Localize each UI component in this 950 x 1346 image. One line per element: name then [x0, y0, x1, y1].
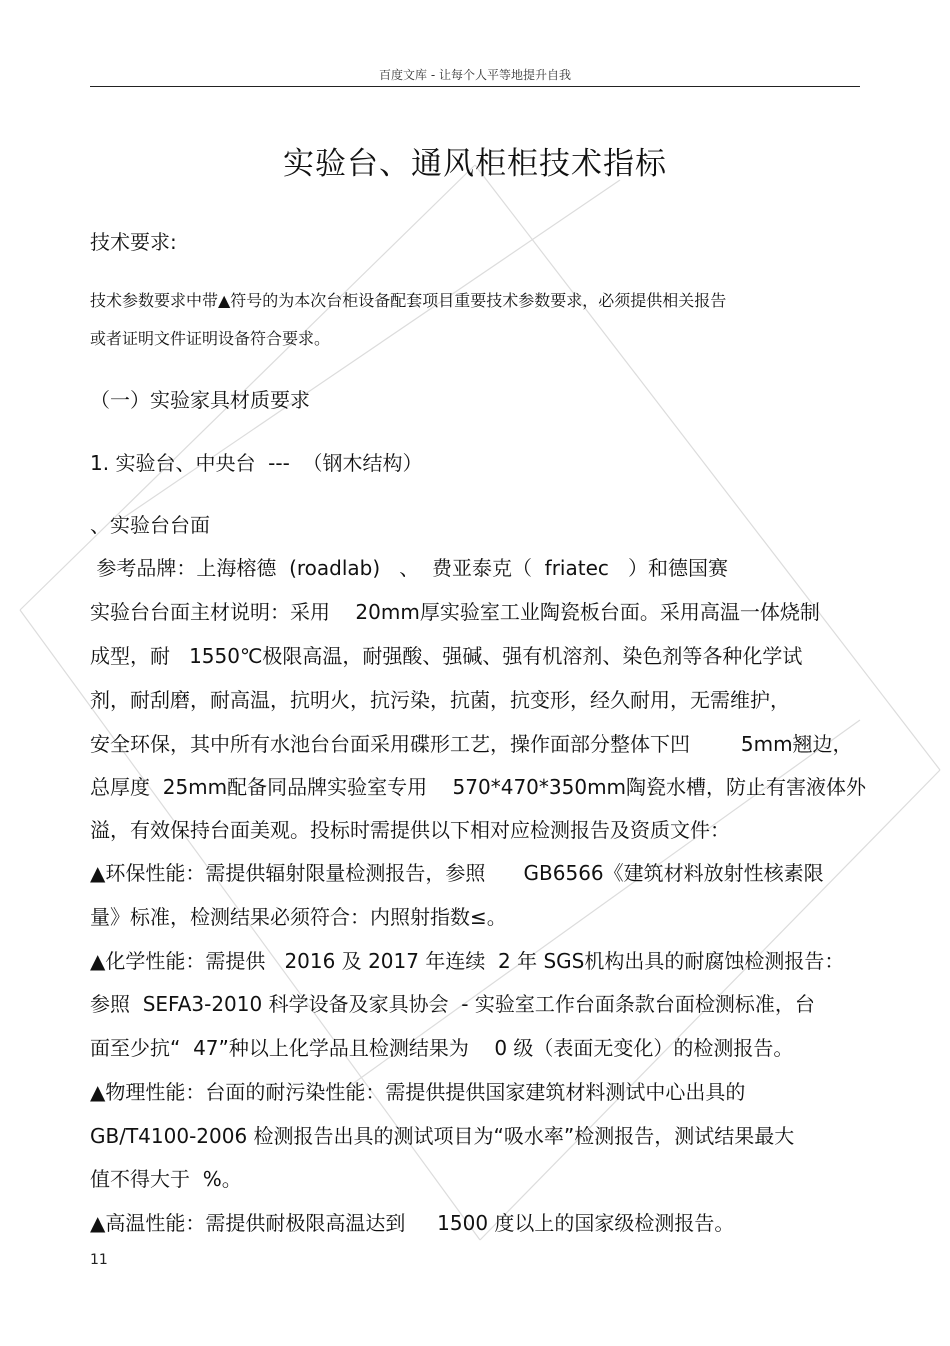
countertop-desc-line-3: 剂，耐刮磨，耐高温，抗明火，抗污染，抗菌，抗变形，经久耐用，无需维护， — [90, 688, 790, 712]
item-countertop: 、实验台台面 — [90, 513, 210, 537]
chemical-line-3: 面至少抗“ 47”种以上化学品且检测结果为 0 级（表面无变化）的检测报告。 — [90, 1036, 794, 1060]
section-heading-materials: （一）实验家具材质要求 — [90, 388, 310, 412]
chemical-line-2: 参照 SEFA3-2010 科学设备及家具协会 - 实验室工作台面条款台面检测标准，台 — [90, 992, 815, 1016]
countertop-desc-line-5: 总厚度 25mm配备同品牌实验室专用 570*470*350mm陶瓷水槽，防止有害液体外 — [90, 775, 867, 799]
countertop-desc-line-6: 溢，有效保持台面美观。投标时需提供以下相对应检测报告及资质文件： — [90, 818, 730, 842]
high-temp-line-1: ▲高温性能：需提供耐极限高温达到 1500 度以上的国家级检测报告。 — [90, 1211, 735, 1235]
page-header: 百度文库 - 让每个人平等地提升自我 — [379, 68, 571, 82]
intro-line-2: 或者证明文件证明设备符合要求。 — [90, 329, 331, 348]
countertop-desc-line-2: 成型，耐 1550℃极限高温，耐强酸、强碱、强有机溶剂、染色剂等各种化学试 — [90, 644, 803, 668]
physical-line-2: GB/T4100-2006 检测报告出具的测试项目为“吸水率”检测报告，测试结果最大 — [90, 1124, 795, 1148]
chemical-line-1: ▲化学性能：需提供 2016 及 2017 年连续 2 年 SGS机构出具的耐腐蚀检测报告： — [90, 949, 845, 973]
item-lab-bench: 1. 实验台、中央台 --- （钢木结构） — [90, 451, 423, 475]
physical-line-3: 值不得大于 %。 — [90, 1167, 242, 1191]
header-divider — [90, 86, 860, 87]
intro-line-1: 技术参数要求中带▲符号的为本次台柜设备配套项目重要技术参数要求，必须提供相关报告 — [90, 291, 727, 310]
reference-brands: 参考品牌：上海榕德 (roadlab) 、 费亚泰克（ friatec ）和德国赛 — [90, 556, 728, 580]
page-number: 11 — [90, 1252, 108, 1268]
document-title: 实验台、通风柜柜技术指标 — [283, 146, 667, 182]
environmental-line-2: 量》标准，检测结果必须符合：内照射指数≤。 — [90, 905, 507, 929]
countertop-desc-line-4: 安全环保，其中所有水池台台面采用碟形工艺，操作面部分整体下凹 5mm翘边， — [90, 732, 853, 756]
tech-requirements-label: 技术要求: — [90, 230, 177, 254]
environmental-line-1: ▲环保性能：需提供辐射限量检测报告，参照 GB6566《建筑材料放射性核素限 — [90, 861, 824, 885]
physical-line-1: ▲物理性能：台面的耐污染性能：需提供提供国家建筑材料测试中心出具的 — [90, 1080, 746, 1104]
countertop-desc-line-1: 实验台台面主材说明：采用 20mm厚实验室工业陶瓷板台面。采用高温一体烧制 — [90, 600, 820, 624]
